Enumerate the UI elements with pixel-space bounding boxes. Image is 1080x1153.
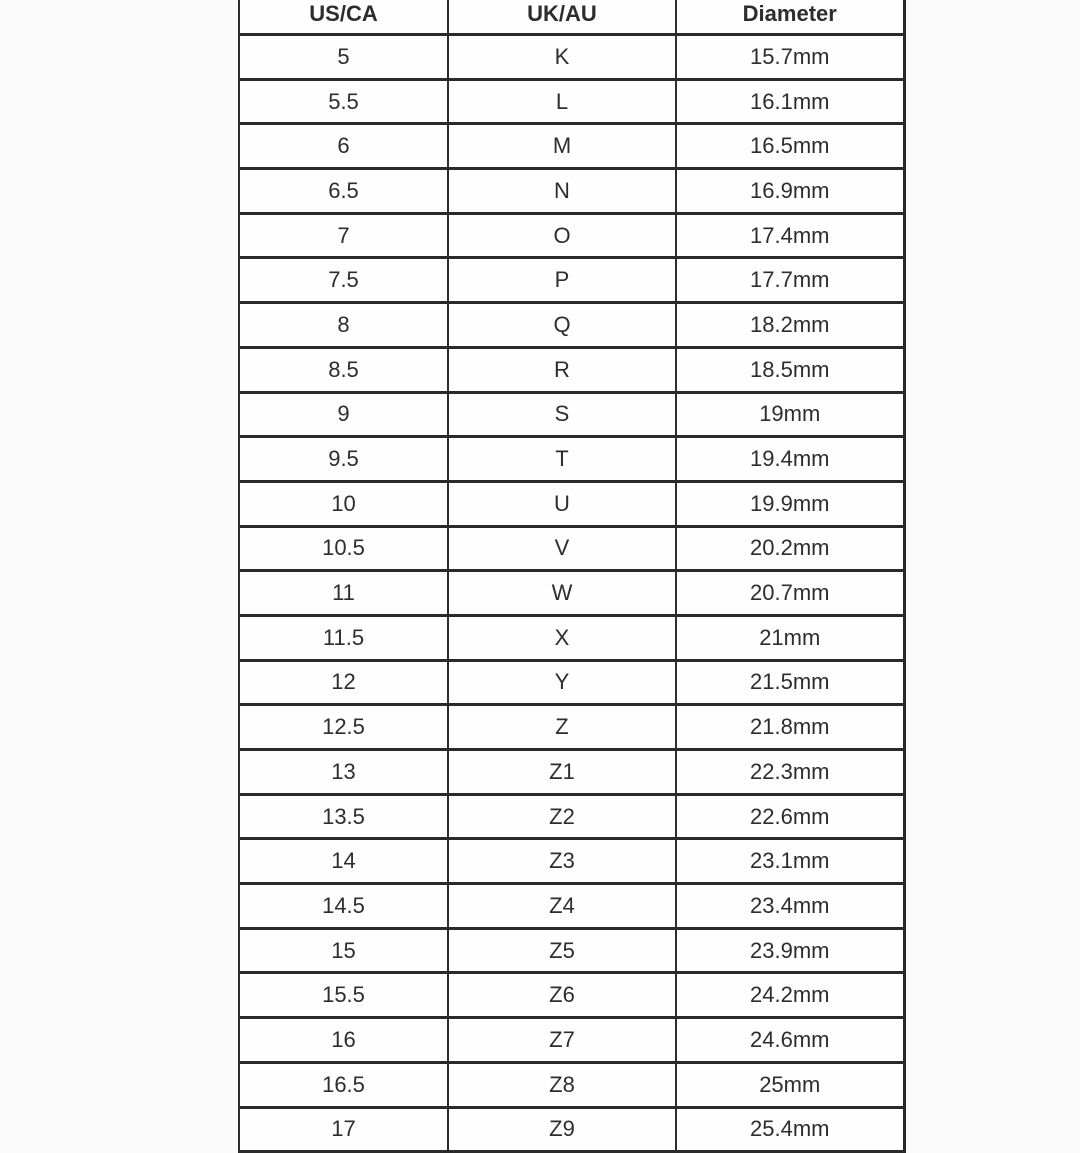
uk-au-cell: Z2 bbox=[448, 794, 676, 839]
uk-au-cell: P bbox=[448, 258, 676, 303]
diameter-cell: 23.9mm bbox=[676, 928, 904, 973]
table-row bbox=[239, 1062, 904, 1107]
table-row bbox=[239, 1018, 904, 1063]
diameter-cell: 18.5mm bbox=[676, 347, 904, 392]
table-row bbox=[239, 571, 904, 616]
table-row bbox=[239, 437, 904, 482]
us-ca-cell: 16 bbox=[239, 1018, 448, 1063]
us-ca-cell: 10 bbox=[239, 481, 448, 526]
uk-au-cell: Z9 bbox=[448, 1107, 676, 1152]
table-body bbox=[239, 35, 904, 1152]
uk-au-cell: Z3 bbox=[448, 839, 676, 884]
table-row bbox=[239, 481, 904, 526]
diameter-cell: 19.4mm bbox=[676, 437, 904, 482]
diameter-cell: 16.5mm bbox=[676, 124, 904, 169]
uk-au-cell: V bbox=[448, 526, 676, 571]
uk-au-cell: O bbox=[448, 213, 676, 258]
us-ca-cell: 11.5 bbox=[239, 615, 448, 660]
diameter-cell: 23.4mm bbox=[676, 884, 904, 929]
table-row bbox=[239, 79, 904, 124]
uk-au-cell: N bbox=[448, 169, 676, 214]
diameter-cell: 25mm bbox=[676, 1062, 904, 1107]
uk-au-cell: Z5 bbox=[448, 928, 676, 973]
diameter-cell: 20.2mm bbox=[676, 526, 904, 571]
table-row bbox=[239, 1107, 904, 1152]
diameter-cell: 18.2mm bbox=[676, 303, 904, 348]
diameter-cell: 19.9mm bbox=[676, 481, 904, 526]
uk-au-cell: S bbox=[448, 392, 676, 437]
table-row bbox=[239, 124, 904, 169]
uk-au-cell: Z1 bbox=[448, 750, 676, 795]
uk-au-cell: X bbox=[448, 615, 676, 660]
table-row bbox=[239, 884, 904, 929]
table-row bbox=[239, 169, 904, 214]
table-row bbox=[239, 258, 904, 303]
us-ca-cell: 15.5 bbox=[239, 973, 448, 1018]
diameter-cell: 21.5mm bbox=[676, 660, 904, 705]
diameter-cell: 16.9mm bbox=[676, 169, 904, 214]
us-ca-cell: 15 bbox=[239, 928, 448, 973]
uk-au-cell: M bbox=[448, 124, 676, 169]
uk-au-cell: R bbox=[448, 347, 676, 392]
column-header-uk-au: UK/AU bbox=[448, 0, 676, 35]
table-row bbox=[239, 794, 904, 839]
table-row bbox=[239, 660, 904, 705]
table-row bbox=[239, 928, 904, 973]
table-header bbox=[239, 0, 904, 35]
table-row bbox=[239, 705, 904, 750]
table-row bbox=[239, 303, 904, 348]
diameter-cell: 21mm bbox=[676, 615, 904, 660]
us-ca-cell: 14 bbox=[239, 839, 448, 884]
us-ca-cell: 5.5 bbox=[239, 79, 448, 124]
uk-au-cell: W bbox=[448, 571, 676, 616]
diameter-cell: 24.2mm bbox=[676, 973, 904, 1018]
uk-au-cell: Y bbox=[448, 660, 676, 705]
uk-au-cell: T bbox=[448, 437, 676, 482]
us-ca-cell: 9.5 bbox=[239, 437, 448, 482]
uk-au-cell: L bbox=[448, 79, 676, 124]
diameter-cell: 21.8mm bbox=[676, 705, 904, 750]
diameter-cell: 24.6mm bbox=[676, 1018, 904, 1063]
diameter-cell: 23.1mm bbox=[676, 839, 904, 884]
us-ca-cell: 10.5 bbox=[239, 526, 448, 571]
uk-au-cell: Z7 bbox=[448, 1018, 676, 1063]
us-ca-cell: 7 bbox=[239, 213, 448, 258]
us-ca-cell: 13.5 bbox=[239, 794, 448, 839]
us-ca-cell: 8 bbox=[239, 303, 448, 348]
diameter-cell: 17.4mm bbox=[676, 213, 904, 258]
diameter-cell: 15.7mm bbox=[676, 35, 904, 80]
column-header-us-ca: US/CA bbox=[239, 0, 448, 35]
us-ca-cell: 14.5 bbox=[239, 884, 448, 929]
column-header-diameter: Diameter bbox=[676, 0, 904, 35]
table-row bbox=[239, 615, 904, 660]
ring-size-table bbox=[238, 0, 906, 1153]
diameter-cell: 16.1mm bbox=[676, 79, 904, 124]
us-ca-cell: 11 bbox=[239, 571, 448, 616]
us-ca-cell: 5 bbox=[239, 35, 448, 80]
us-ca-cell: 17 bbox=[239, 1107, 448, 1152]
us-ca-cell: 6.5 bbox=[239, 169, 448, 214]
header-row bbox=[239, 0, 904, 35]
us-ca-cell: 7.5 bbox=[239, 258, 448, 303]
us-ca-cell: 8.5 bbox=[239, 347, 448, 392]
diameter-cell: 22.6mm bbox=[676, 794, 904, 839]
uk-au-cell: U bbox=[448, 481, 676, 526]
diameter-cell: 25.4mm bbox=[676, 1107, 904, 1152]
table-row bbox=[239, 347, 904, 392]
uk-au-cell: Z6 bbox=[448, 973, 676, 1018]
diameter-cell: 20.7mm bbox=[676, 571, 904, 616]
us-ca-cell: 12.5 bbox=[239, 705, 448, 750]
table-row bbox=[239, 526, 904, 571]
diameter-cell: 22.3mm bbox=[676, 750, 904, 795]
us-ca-cell: 9 bbox=[239, 392, 448, 437]
us-ca-cell: 6 bbox=[239, 124, 448, 169]
table-row bbox=[239, 839, 904, 884]
uk-au-cell: Z8 bbox=[448, 1062, 676, 1107]
uk-au-cell: Z4 bbox=[448, 884, 676, 929]
table-row bbox=[239, 213, 904, 258]
uk-au-cell: Z bbox=[448, 705, 676, 750]
us-ca-cell: 13 bbox=[239, 750, 448, 795]
uk-au-cell: Q bbox=[448, 303, 676, 348]
table-row bbox=[239, 392, 904, 437]
uk-au-cell: K bbox=[448, 35, 676, 80]
table-row bbox=[239, 35, 904, 80]
table-row bbox=[239, 750, 904, 795]
us-ca-cell: 12 bbox=[239, 660, 448, 705]
us-ca-cell: 16.5 bbox=[239, 1062, 448, 1107]
diameter-cell: 17.7mm bbox=[676, 258, 904, 303]
diameter-cell: 19mm bbox=[676, 392, 904, 437]
table-row bbox=[239, 973, 904, 1018]
